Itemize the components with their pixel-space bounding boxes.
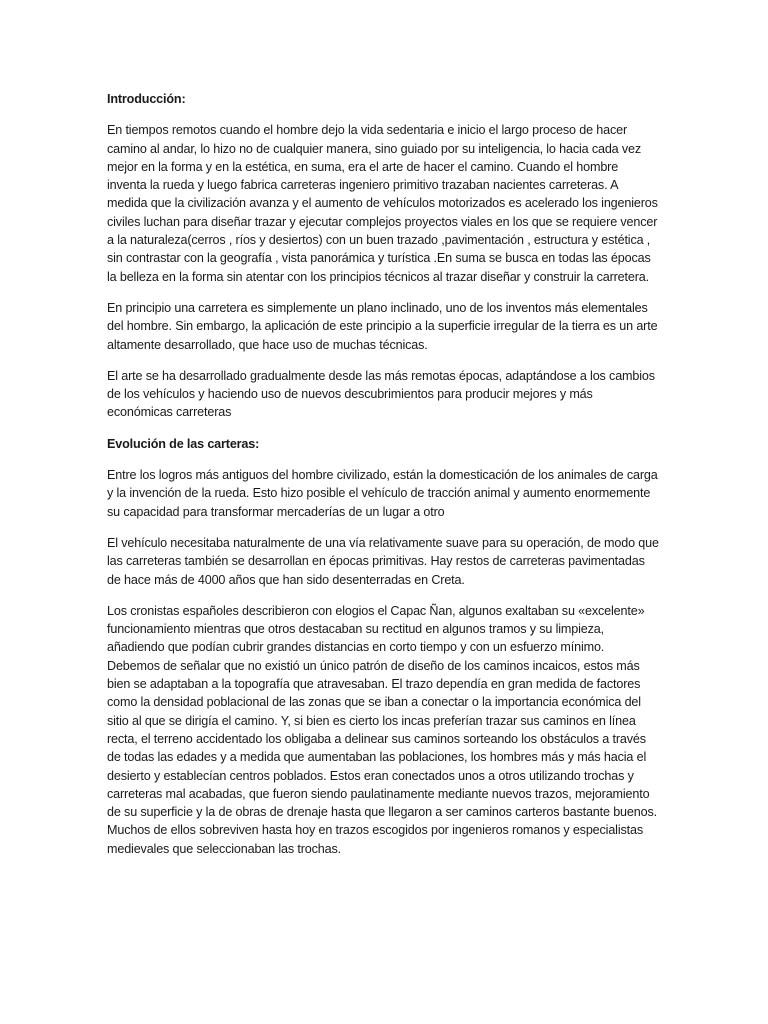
paragraph-intro-1: En tiempos remotos cuando el hombre dejo la vida sedentaria e inicio el largo proceso de hacer camino al andar, lo hizo no de cualquier manera, sino guiado por su inteligencia, lo hacia cada vez mejor en la forma y en la estética, en suma, era el arte de hacer el camino. Cuando el hombre inventa la rueda y luego fabrica carreteras ingeniero primitivo trazaban nacientes carreteras. A medida que la civilización avanza y el aumento de vehículos motorizados es acelerado los ingenieros civiles luchan para diseñar trazar y ejecutar complejos proyectos viales en los que se requiere vencer a la naturaleza(cerros , ríos y desiertos) con un buen trazado ,pavimentación , estructura y estética , sin contrastar con la geografía , vista panorámica y turística .En suma se busca en todas las épocas la belleza en la forma sin atentar con los principios técnicos al trazar diseñar y construir la carretera. [107,123,658,284]
heading-evolucion: Evolución de las carteras: [107,436,260,451]
paragraph-intro-2: En principio una carretera es simplemente un plano inclinado, uno de los inventos más elementales del hombre. Sin embargo, la aplicación de este principio a la superficie irregular de la tierra es un arte altamente desarrollado, que hace uso de muchas técnicas. [107,300,658,352]
heading-introduccion: Introducción: [107,92,186,106]
paragraph-evolution-3: Los cronistas españoles describieron con elogios el Capac Ñan, algunos exaltaban su «excelente» funcionamiento mientras que otros destacaban su rectitud en algunos tramos y su limpieza, añadiendo que podían cubrir grandes distancias en corto tiempo y con un esfuerzo mínimo. Debemos de señalar que no existió un único patrón de diseño de los caminos incaicos, estos más bien se adaptaban a la topografía que atravesaban. El trazo dependía en gran medida de factores como la densidad poblacional de las zonas que se iban a conectar o la importancia económica del sitio al que se dirigía el camino. Y, si bien es cierto los incas preferían trazar sus caminos en línea recta, el terreno accidentado los obligaba a delinear sus caminos sorteando los obstáculos a través de todas las edades y a medida que aumentaban las poblaciones, los hombres más y más hacia el desierto y establecían centros poblados. Estos eran conectados unos a otros utilizando trochas y carreteras mal acabadas, que fueron siendo paulatinamente mediante nuevos trazos, mejoramiento de su superficie y la de obras de drenaje hasta que llegaron a ser caminos carteros bastante buenos. Muchos de ellos sobreviven hasta hoy en trazos escogidos por ingenieros romanos y especialistas medievales que seleccionaban las trochas. [107,603,657,856]
document-page [107,90,659,871]
paragraph-evolution-2: El vehículo necesitaba naturalmente de una vía relativamente suave para su operación, de modo que las carreteras también se desarrollan en épocas primitivas. Hay restos de carreteras pavimentadas de hace más de 4000 años que han sido desenterradas en Creta. [107,535,659,587]
paragraph-intro-3: El arte se ha desarrollado gradualmente desde las más remotas épocas, adaptándose a los cambios de los vehículos y haciendo uso de nuevos descubrimientos para producir mejores y más económicas carreteras [107,368,655,420]
paragraph-evolution-1: Entre los logros más antiguos del hombre civilizado, están la domesticación de los animales de carga y la invención de la rueda. Esto hizo posible el vehículo de tracción animal y aumento enormemente su capacidad para transformar mercaderías de un lugar a otro [107,468,658,519]
